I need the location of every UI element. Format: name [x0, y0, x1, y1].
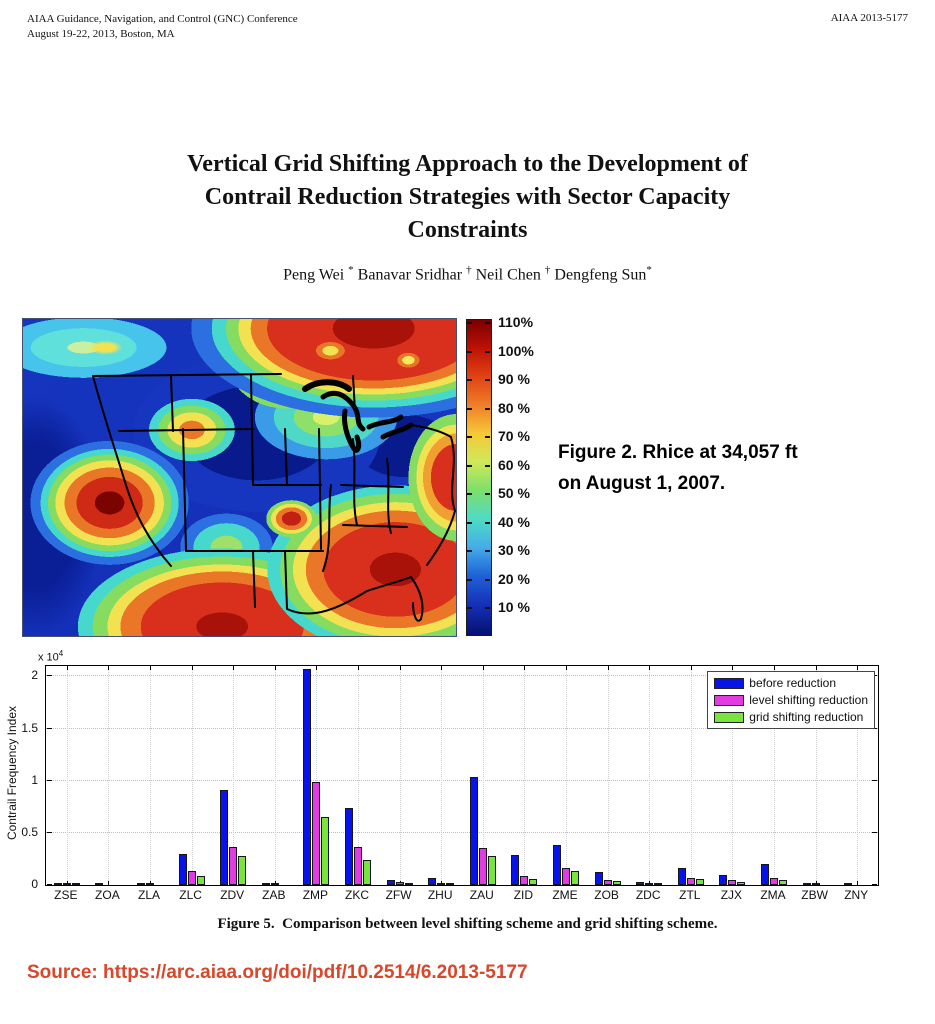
colorbar-label: 20 % [498, 571, 530, 587]
x-tick [857, 666, 858, 670]
author-list [0, 264, 935, 284]
bar-grid-shifting-reduction [446, 883, 454, 885]
author-affiliation-mark: † [544, 264, 551, 276]
us-contrail-frequency-map [22, 318, 457, 637]
bar-group-ZLA [137, 883, 163, 885]
colorbar-label: 70 % [498, 428, 530, 444]
legend-label: level shifting reduction [749, 693, 868, 707]
x-category-label: ZDC [635, 888, 661, 902]
bar-grid-shifting-reduction [613, 881, 621, 885]
colorbar-label: 30 % [498, 542, 530, 558]
bar-level-shifting-reduction [354, 847, 362, 885]
y-tick-label: 1 [31, 772, 38, 787]
bar-group-ZJX [719, 875, 745, 885]
bar-level-shifting-reduction [812, 883, 820, 885]
title-line-2: Contrail Reduction Strategies with Sector Capacity [204, 184, 731, 210]
colorbar-tick [485, 579, 490, 581]
x-category-label: ZAB [262, 888, 286, 902]
chart-legend [707, 671, 875, 729]
bar-group-ZAU [470, 777, 496, 885]
author-affiliation-mark: * [646, 264, 652, 276]
x-gridline [67, 666, 68, 885]
x-category-label: ZAU [469, 888, 494, 902]
bar-before-reduction [262, 883, 270, 885]
bar-level-shifting-reduction [146, 883, 154, 885]
paper-number: AIAA 2013-5177 [830, 12, 908, 24]
author-name: Neil Chen [471, 266, 545, 284]
x-tick [400, 666, 401, 670]
x-tick [732, 666, 733, 670]
y-tick [47, 675, 52, 676]
bar-group-ZFW [387, 880, 413, 885]
x-category-label: ZDV [220, 888, 245, 902]
bar-before-reduction [595, 872, 603, 885]
bar-group-ZID [511, 855, 537, 885]
colorbar-tick [485, 351, 490, 353]
bar-level-shifting-reduction [188, 871, 196, 885]
x-tick [691, 666, 692, 670]
bar-level-shifting-reduction [312, 782, 320, 885]
y-tick [47, 884, 52, 885]
x-tick [192, 666, 193, 670]
conference-date-location: August 19-22, 2013, Boston, MA [27, 28, 175, 40]
bar-level-shifting-reduction [271, 883, 279, 885]
x-tick [233, 666, 234, 670]
bar-group-ZNY [844, 883, 870, 885]
x-tick [524, 666, 525, 670]
x-category-label: ZBW [801, 888, 828, 902]
colorbar-tick [467, 322, 472, 324]
y-axis-scale-label: x $10^4$ [38, 649, 64, 664]
y-tick [47, 728, 52, 729]
bar-before-reduction [803, 883, 811, 885]
colorbar-tick [485, 607, 490, 609]
x-tick [108, 666, 109, 670]
author-name: Dengfeng Sun [550, 266, 647, 284]
x-category-label: ZSE [54, 888, 78, 902]
colorbar-label: 90 % [498, 371, 530, 387]
bar-group-ZOA [95, 883, 121, 885]
bar-level-shifting-reduction [645, 883, 653, 885]
x-category-label: ZID [513, 888, 534, 902]
author-affiliation-mark: * [348, 264, 354, 276]
bar-grid-shifting-reduction [737, 882, 745, 885]
conference-header [27, 12, 298, 42]
x-gridline [691, 666, 692, 885]
x-category-label: ZMA [760, 888, 786, 902]
x-category-label: ZME [552, 888, 578, 902]
y-tick-label: 0.5 [21, 824, 38, 839]
bar-before-reduction [220, 790, 228, 885]
bar-group-ZME [553, 845, 579, 885]
bar-before-reduction [719, 875, 727, 885]
colorbar-tick [467, 408, 472, 410]
x-tick [483, 666, 484, 670]
x-category-label: ZKC [345, 888, 369, 902]
x-tick [358, 666, 359, 670]
y-axis-title: Contrail Frequency Index [5, 705, 19, 841]
y-gridline [46, 832, 878, 833]
bar-group-ZMA [761, 864, 787, 885]
y-tick-label: 0 [31, 877, 38, 891]
bar-level-shifting-reduction [604, 880, 612, 885]
colorbar-label: 100% [498, 343, 534, 359]
bar-grid-shifting-reduction [779, 880, 787, 885]
bar-level-shifting-reduction [728, 880, 736, 885]
title-line-1: Vertical Grid Shifting Approach to the Development of [187, 151, 748, 177]
bar-group-ZKC [345, 808, 371, 885]
bar-group-ZMP [303, 669, 329, 885]
legend-entry [714, 710, 868, 724]
legend-swatch [714, 695, 744, 706]
bar-before-reduction [470, 777, 478, 885]
y-gridline [46, 780, 878, 781]
bar-level-shifting-reduction [229, 847, 237, 885]
bar-grid-shifting-reduction [529, 879, 537, 885]
x-gridline [150, 666, 151, 885]
colorbar-tick [485, 550, 490, 552]
great-lakes-outline [305, 382, 411, 450]
paper-title [0, 148, 935, 247]
x-tick [67, 666, 68, 670]
figure2-caption-line2: on August 1, 2007. [558, 473, 726, 494]
bar-before-reduction [345, 808, 353, 885]
colorbar-tick [467, 550, 472, 552]
colorbar-tick [485, 493, 490, 495]
figure2-caption [558, 437, 838, 499]
colorbar-tick [467, 607, 472, 609]
x-category-label: ZFW [385, 888, 412, 902]
x-tick [608, 666, 609, 670]
x-tick [441, 666, 442, 670]
author-name: Peng Wei [283, 266, 349, 284]
bar-group-ZBW [803, 883, 829, 885]
colorbar-label: 10 % [498, 599, 530, 615]
x-gridline [275, 666, 276, 885]
bar-level-shifting-reduction [437, 883, 445, 885]
bar-group-ZOB [595, 872, 621, 885]
state-borders-overlay [23, 319, 456, 636]
x-tick [150, 666, 151, 670]
y-tick [872, 884, 877, 885]
colorbar-tick [467, 493, 472, 495]
colorbar-label: 60 % [498, 457, 530, 473]
bar-grid-shifting-reduction [405, 883, 413, 885]
bar-grid-shifting-reduction [488, 856, 496, 885]
plot-area [45, 665, 879, 886]
figure2-caption-line1: Figure 2. Rhice at 34,057 ft [558, 442, 798, 463]
colorbar-tick [485, 408, 490, 410]
bar-level-shifting-reduction [63, 883, 71, 885]
colorbar-label: 80 % [498, 400, 530, 416]
bar-before-reduction [636, 882, 644, 885]
bar-before-reduction [137, 883, 145, 885]
x-tick [649, 666, 650, 670]
legend-entry [714, 693, 868, 707]
source-link[interactable]: Source: https://arc.aiaa.org/doi/pdf/10.2514/6.2013-5177 [27, 962, 528, 983]
x-tick [816, 666, 817, 670]
x-category-label: ZLA [137, 888, 160, 902]
bar-before-reduction [179, 854, 187, 885]
x-category-label: ZHU [427, 888, 453, 902]
colorbar-tick [467, 379, 472, 381]
bar-level-shifting-reduction [687, 878, 695, 885]
bar-before-reduction [95, 883, 103, 885]
bar-before-reduction [511, 855, 519, 885]
y-tick [47, 780, 52, 781]
x-tick [275, 666, 276, 670]
bar-group-ZTL [678, 868, 704, 885]
colorbar-label: 40 % [498, 514, 530, 530]
bar-level-shifting-reduction [770, 878, 778, 885]
colorbar-tick [467, 579, 472, 581]
y-tick [872, 832, 877, 833]
legend-entry [714, 676, 868, 690]
bar-group-ZHU [428, 878, 454, 885]
y-tick [872, 780, 877, 781]
bar-before-reduction [678, 868, 686, 885]
bar-group-ZAB [262, 883, 288, 885]
x-gridline [608, 666, 609, 885]
colorbar-tick [485, 522, 490, 524]
y-scale-exponent: 4 [58, 649, 64, 658]
bar-group-ZLC [179, 854, 205, 885]
x-tick [774, 666, 775, 670]
x-category-label: ZLC [179, 888, 202, 902]
bar-group-ZDV [220, 790, 246, 885]
x-category-label: ZJX [720, 888, 743, 902]
bar-before-reduction [303, 669, 311, 885]
x-gridline [524, 666, 525, 885]
bar-group-ZDC [636, 882, 662, 885]
x-category-label: ZNY [844, 888, 869, 902]
x-category-label: ZTL [679, 888, 701, 902]
colorbar-tick [467, 436, 472, 438]
x-gridline [400, 666, 401, 885]
bar-grid-shifting-reduction [696, 879, 704, 885]
title-line-3: Constraints [407, 217, 528, 243]
colorbar-tick [485, 379, 490, 381]
figure5-bar-chart [0, 648, 935, 908]
colorbar-tick [485, 322, 490, 324]
figure5-caption: Figure 5. Comparison between level shifting scheme and grid shifting scheme. [217, 916, 718, 932]
bar-before-reduction [761, 864, 769, 885]
legend-swatch [714, 678, 744, 689]
legend-swatch [714, 712, 744, 723]
colorbar-label: 50 % [498, 485, 530, 501]
x-gridline [649, 666, 650, 885]
colorbar-tick [467, 351, 472, 353]
y-tick [47, 832, 52, 833]
colorbar-tick [467, 465, 472, 467]
x-category-label: ZOB [594, 888, 619, 902]
conference-name: AIAA Guidance, Navigation, and Control (GNC) Conference [27, 13, 298, 25]
bar-grid-shifting-reduction [238, 856, 246, 885]
bar-grid-shifting-reduction [72, 883, 80, 885]
bar-grid-shifting-reduction [571, 871, 579, 885]
bar-before-reduction [387, 880, 395, 885]
colorbar-tick [485, 436, 490, 438]
y-tick-label: 2 [31, 668, 38, 683]
colorbar-tick [467, 522, 472, 524]
bar-grid-shifting-reduction [197, 876, 205, 885]
colorbar-tick [485, 465, 490, 467]
legend-label: before reduction [749, 676, 836, 690]
author-affiliation-mark: † [466, 264, 472, 276]
bar-before-reduction [428, 878, 436, 885]
bar-level-shifting-reduction [396, 882, 404, 885]
x-gridline [441, 666, 442, 885]
colorbar-label: 110% [498, 314, 534, 330]
bar-level-shifting-reduction [562, 868, 570, 885]
bar-grid-shifting-reduction [321, 817, 329, 885]
bar-level-shifting-reduction [479, 848, 487, 885]
x-gridline [108, 666, 109, 885]
x-category-label: ZMP [302, 888, 329, 902]
bar-before-reduction [54, 883, 62, 885]
x-tick [566, 666, 567, 670]
author-name: Banavar Sridhar [353, 266, 467, 284]
bar-grid-shifting-reduction [363, 860, 371, 885]
bar-group-ZSE [54, 883, 80, 885]
x-gridline [192, 666, 193, 885]
bar-before-reduction [553, 845, 561, 885]
bar-grid-shifting-reduction [654, 883, 662, 885]
y-tick-label: 1.5 [21, 720, 38, 735]
colorbar-gradient [466, 319, 492, 636]
bar-level-shifting-reduction [520, 876, 528, 885]
legend-label: grid shifting reduction [749, 710, 864, 724]
x-category-label: ZOA [95, 888, 120, 902]
bar-before-reduction [844, 883, 852, 885]
